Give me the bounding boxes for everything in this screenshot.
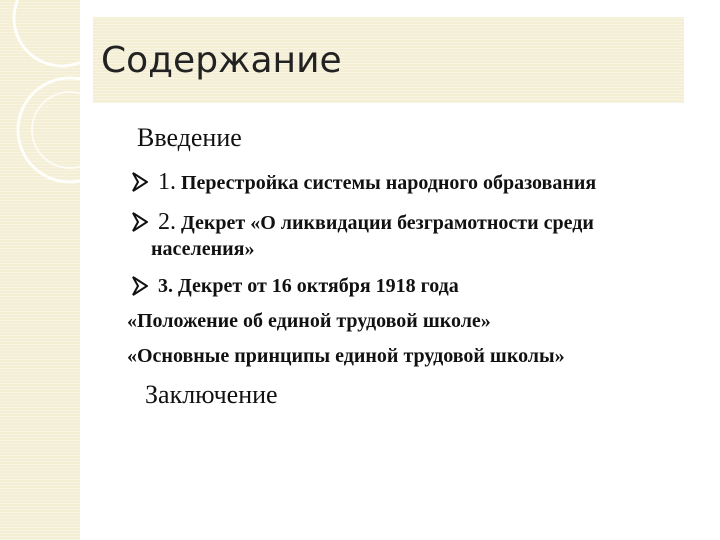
item-text: Декрет «О ликвидации безграмотности среди — [181, 212, 594, 234]
list-item: «Положение об единой трудовой школе» — [127, 310, 491, 332]
conclusion-label: Заключение — [145, 380, 278, 409]
list-item-continuation: населения» — [151, 238, 255, 260]
list-item: 3. Декрет от 16 октября 1918 года — [158, 275, 459, 297]
arrowhead-bullet-icon — [132, 276, 148, 296]
list-item: «Основные принципы единой трудовой школы» — [127, 345, 565, 367]
list-item — [158, 209, 594, 236]
item-text: Перестройка системы народного образования — [181, 172, 597, 194]
decorative-side-panel — [0, 0, 80, 540]
slide-title: Содержание — [101, 40, 342, 81]
list-item — [158, 169, 596, 196]
item-number: 2. — [158, 209, 176, 235]
item-number: 1. — [158, 169, 176, 195]
decorative-circles-icon — [0, 0, 80, 540]
arrowhead-bullet-icon — [132, 172, 148, 192]
arrowhead-bullet-icon — [132, 212, 148, 232]
intro-label: Введение — [137, 123, 242, 152]
